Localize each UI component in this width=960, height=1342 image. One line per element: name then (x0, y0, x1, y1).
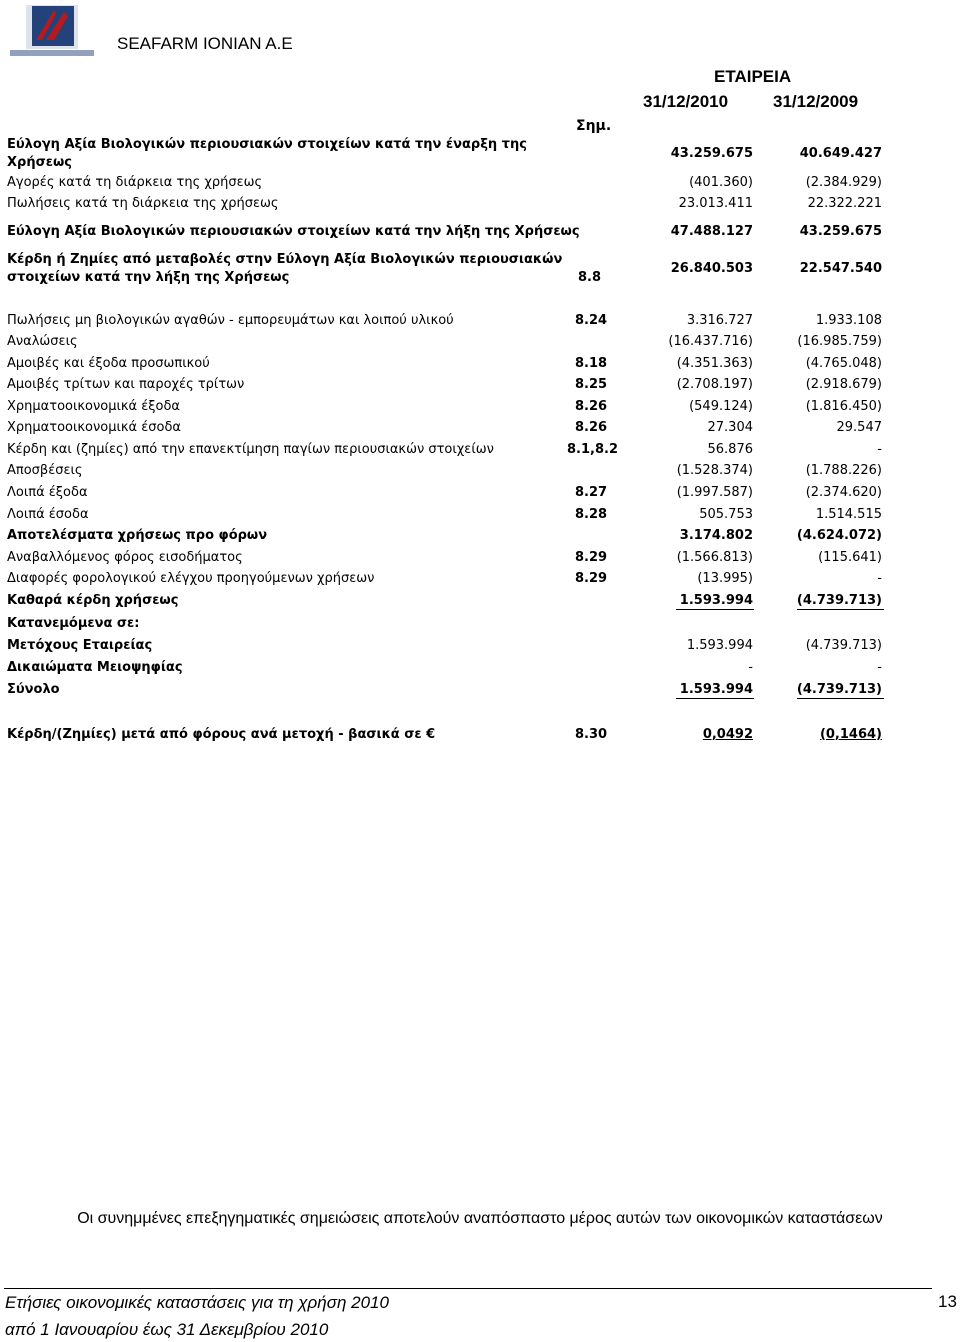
value-2009: - (877, 442, 882, 457)
value-2010: 27.304 (707, 420, 753, 435)
company-name: SEAFARM IONIAN A.E (117, 34, 293, 53)
is-row-finance-costs (0, 399, 960, 421)
value-2009: 22.547.540 (799, 261, 882, 276)
bio-row-gains-values (0, 261, 960, 283)
value-2009: (1.788.226) (805, 463, 882, 478)
page-number: 13 (938, 1292, 957, 1311)
row-label: Κατανεμόμενα σε: (7, 616, 140, 631)
row-label: Διαφορές φορολογικού ελέγχου προηγούμενων χρήσεων (7, 571, 375, 586)
row-label: Αμοιβές τρίτων και παροχές τρίτων (7, 377, 245, 392)
value-2009: 22.322.221 (807, 196, 882, 211)
value-2009: (1.816.450) (805, 399, 882, 414)
row-label: Μετόχους Εταιρείας (7, 638, 153, 653)
column-2010: 31/12/2010 (643, 92, 729, 111)
row-label: Εύλογη Αξία Βιολογικών περιουσιακών στοιχείων κατά την έναρξη της (7, 137, 527, 152)
row-label: Πωλήσεις κατά τη διάρκεια της χρήσεως (7, 196, 279, 211)
row-label: Λοιπά έσοδα (7, 507, 89, 522)
value-2009: (4.739.713) (796, 593, 882, 608)
is-row-attributable (0, 616, 960, 638)
net-profit-underline-2010 (676, 609, 754, 610)
value-2010: (1.566.813) (676, 550, 753, 565)
value-2009: (2.374.620) (805, 485, 882, 500)
bio-row-closing (0, 224, 960, 246)
note-column-header: Σημ. (576, 118, 612, 134)
value-2010: - (748, 660, 753, 675)
entity-header: ΕΤΑΙΡΕΙΑ (714, 67, 792, 86)
is-row-tax-audit (0, 571, 960, 593)
row-label: Εύλογη Αξία Βιολογικών περιουσιακών στοιχείων κατά την λήξη της Χρήσεως (7, 224, 580, 239)
total-underline-2009 (797, 698, 884, 699)
row-label: Αγορές κατά τη διάρκεια της χρήσεως (7, 175, 263, 190)
value-2010: 56.876 (707, 442, 753, 457)
row-label: Χρηματοοικονομικά έσοδα (7, 420, 181, 435)
note-ref: 8.8 (578, 270, 602, 285)
value-2010: (16.437.716) (668, 334, 753, 349)
is-row-depreciation (0, 463, 960, 485)
value-2009: (4.624.072) (796, 528, 882, 543)
value-2010: (401.360) (689, 175, 753, 190)
value-2009: (4.739.713) (805, 638, 882, 653)
is-row-deferred-tax (0, 550, 960, 572)
note-ref: 8.18 (575, 356, 608, 371)
is-row-revaluation (0, 442, 960, 464)
value-2009: - (877, 660, 882, 675)
value-2010: (549.124) (689, 399, 753, 414)
value-2010: 3.174.802 (679, 528, 753, 543)
is-row-total (0, 682, 960, 704)
row-label: Κέρδη και (ζημίες) από την επανεκτίμηση παγίων περιουσιακών στοιχείων (7, 442, 494, 457)
row-label: Αποτελέσματα χρήσεως προ φόρων (7, 528, 268, 543)
value-2009: 40.649.427 (799, 146, 882, 161)
row-label: Χρηματοοικονομικά έξοδα (7, 399, 180, 414)
row-label: Πωλήσεις μη βιολογικών αγαθών - εμπορευμάτων και λοιπού υλικού (7, 313, 454, 328)
value-2009: - (877, 571, 882, 586)
value-2009: (16.985.759) (797, 334, 882, 349)
value-2010: 1.593.994 (679, 593, 753, 608)
value-2009: (4.739.713) (796, 682, 882, 697)
note-ref: 8.29 (575, 571, 608, 586)
is-row-finance-income (0, 420, 960, 442)
value-2010: 1.593.994 (686, 638, 753, 653)
is-row-net-profit (0, 593, 960, 615)
value-2010: 505.753 (699, 507, 753, 522)
value-2009: 29.547 (836, 420, 882, 435)
value-2009: 1.933.108 (815, 313, 882, 328)
value-2010: 1.593.994 (679, 682, 753, 697)
value-2009: (115.641) (818, 550, 882, 565)
is-row-eps (0, 727, 960, 749)
value-2010: 26.840.503 (670, 261, 753, 276)
company-logo (6, 2, 98, 64)
value-2009: (0,1464) (819, 727, 882, 742)
row-label: Σύνολο (7, 682, 60, 697)
is-row-third-party (0, 377, 960, 399)
value-2010: 23.013.411 (678, 196, 753, 211)
footer-divider (4, 1288, 932, 1289)
note-ref: 8.26 (575, 420, 608, 435)
statement-footnote: Οι συνημμένες επεξηγηματικές σημειώσεις αποτελούν αναπόσπαστο μέρος αυτών των οικονομικών καταστάσεων (77, 1210, 883, 1227)
value-2010: (4.351.363) (676, 356, 753, 371)
bio-row-opening-values (0, 146, 960, 168)
bio-row-purchases (0, 175, 960, 197)
is-row-other-income (0, 507, 960, 529)
value-2010: (1.528.374) (676, 463, 753, 478)
total-underline-2010 (676, 698, 754, 699)
footer-period: από 1 Ιανουαρίου έως 31 Δεκεμβρίου 2010 (5, 1320, 329, 1339)
note-ref: 8.28 (575, 507, 608, 522)
value-2010: 43.259.675 (670, 146, 753, 161)
row-label: στοιχείων κατά την λήξη της Χρήσεως (7, 270, 290, 285)
note-ref: 8.25 (575, 377, 608, 392)
value-2010: (2.708.197) (676, 377, 753, 392)
row-label: Κέρδη/(Ζημίες) μετά από φόρους ανά μετοχή - βασικά σε € (7, 727, 436, 742)
value-2009: (2.918.679) (805, 377, 882, 392)
row-label: Αναλώσεις (7, 334, 78, 349)
is-row-staff-costs (0, 356, 960, 378)
row-label: Κέρδη ή Ζημίες από μεταβολές στην Εύλογη Αξία Βιολογικών περιουσιακών (7, 252, 563, 267)
is-row-nonbio-sales (0, 313, 960, 335)
value-2010: 3.316.727 (686, 313, 753, 328)
row-label: Αναβαλλόμενος φόρος εισοδήματος (7, 550, 243, 565)
value-2010: 47.488.127 (670, 224, 753, 239)
is-row-consumables (0, 334, 960, 356)
is-row-pre-tax (0, 528, 960, 550)
note-ref: 8.30 (575, 727, 608, 742)
net-profit-underline-2009 (797, 609, 884, 610)
value-2010: (1.997.587) (676, 485, 753, 500)
row-label: Αποσβέσεις (7, 463, 83, 478)
value-2009: 1.514.515 (815, 507, 882, 522)
row-label: Λοιπά έξοδα (7, 485, 88, 500)
is-row-shareholders (0, 638, 960, 660)
bio-row-sales (0, 196, 960, 218)
note-ref: 8.27 (575, 485, 608, 500)
note-ref: 8.26 (575, 399, 608, 414)
note-ref: 8.29 (575, 550, 608, 565)
row-label: Χρήσεως (7, 155, 72, 170)
column-2009: 31/12/2009 (773, 92, 859, 111)
row-label: Καθαρά κέρδη χρήσεως (7, 593, 179, 608)
note-ref: 8.1,8.2 (567, 442, 618, 457)
footer-title: Ετήσιες οικονομικές καταστάσεις για τη χρήση 2010 (5, 1293, 389, 1312)
value-2010: 0,0492 (702, 727, 753, 742)
value-2009: 43.259.675 (799, 224, 882, 239)
note-ref: 8.24 (575, 313, 608, 328)
value-2009: (2.384.929) (805, 175, 882, 190)
row-label: Αμοιβές και έξοδα προσωπικού (7, 356, 210, 371)
value-2009: (4.765.048) (805, 356, 882, 371)
value-2010: (13.995) (697, 571, 753, 586)
is-row-minority (0, 660, 960, 682)
row-label: Δικαιώματα Μειοψηφίας (7, 660, 183, 675)
is-row-other-expenses (0, 485, 960, 507)
